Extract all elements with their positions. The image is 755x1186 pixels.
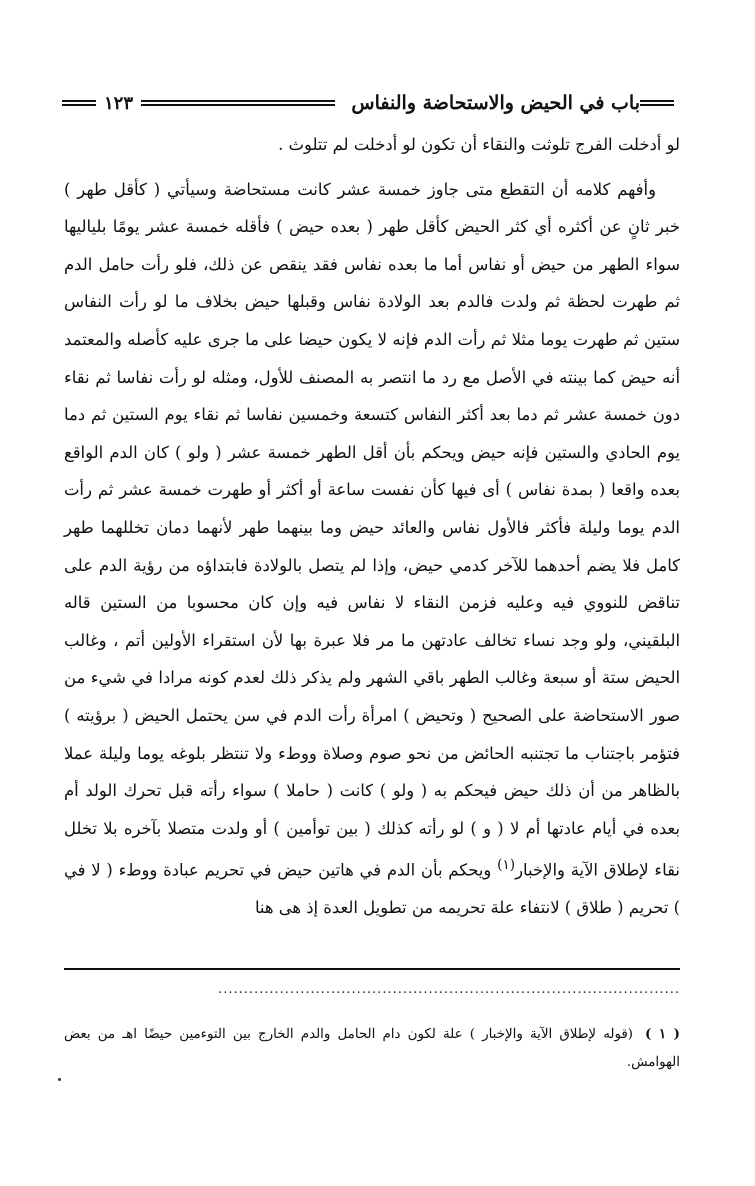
header-rule-middle [141, 100, 335, 106]
footnote-marker: (١) [497, 857, 516, 874]
main-text [64, 126, 680, 927]
header-rule-left [62, 100, 96, 106]
footnote-text: (قوله لإطلاق الآية والإخبار ) علة لكون دام الحامل والدم الخارج بين التوءمين حيضًا اهـ من بعض الهوامش. [64, 1027, 680, 1070]
chapter-title: باب في الحيض والاستحاضة والنفاس [351, 92, 640, 114]
footnote-number: ( ١ ) [645, 1026, 681, 1042]
page-speck [58, 1078, 61, 1081]
paragraph-1: لو أدخلت الفرج تلوثت والنقاء أن تكون لو أدخلت لم تتلوث . [278, 135, 680, 154]
page-number: ١٢٣ [104, 92, 134, 114]
paragraph-2-text: وأفهم كلامه أن التقطع متى جاوز خمسة عشر كانت مستحاضة وسيأتي ( كأقل طهر ) خبر ثانٍ عن أكثره أي كثر الحيض كأقل طهر ( بعده حيض ) فأقله خمسة عشر يومًا بلياليها سواء الطهر من حيض أو نفاس أما ما بعده نفاس فقد ينقص عن ذلك، فلو رأت حامل الدم ثم طهرت لحظة ثم ولدت فالدم بعد الولادة نفاس وقبلها حيض بخلاف ما لو رأت النفاس ستين ثم طهرت يوما مثلا ثم رأت الدم فإنه لا يكون حيضا على ما جرى عليه كأصله والمعتمد أنه حيض كما بينته في الأصل مع رد ما انتصر به المصنف للأول، ومثله لو رأت نفاسا ثم نقاء دون خمسة عشر ثم دما بعد أكثر النفاس كتسعة وخمسين نفاسا ثم نقاء يوم الستين ثم دما يوم الحادي والستين فإنه حيض ويحكم بأن أقل الطهر خمسة عشر ( ولو ) كان الدم الواقع بعده واقعا ( بمدة نفاس ) أى فيها كأن نفست ساعة أو أكثر أو طهرت خمسة عشر ثم رأت الدم يوما وليلة فأكثر فالأول نفاس والعائد حيض وما بينهما طهر لأنهما دمان تخللهما طهر كامل فلا يضم أحدهما للآخر كدمي حيض، وإذا لم يتصل بالولادة فابتداؤه من رؤية الدم على تناقض للنووي فيه وعليه فزمن النقاء لا نفاس فيه وإن كان محسوبا من الستين قاله البلقيني، ولو وجد نساء تخالف عادتهن ما مر فلا عبرة بها لأن استقراء الأولين أتم ، وغالب الحيض ستة أو سبعة وغالب الطهر باقي الشهر ولم يذكر ذلك لعدم كونه مرادا في شيء من صور الاستحاضة على الصحيح ( وتحيض ) امرأة رأت الدم في سن يحتمل الحيض ( برؤيته ) فتؤمر باجتناب ما تجتنبه الحائض من نحو صوم وصلاة ووطء ولا تنتظر بلوغه يوما وليلة عملا بالظاهر من أن ذلك حيض فيحكم به ( ولو ) كانت ( حاملا ) سواء رأته قبل تحرك الولد أم بعده في أيام عادتها أم لا ( و ) لو رأته كذلك ( بين توأمين ) أو ولدت متصلا بآخره بلا تخلل نقاء لإطلاق الآية والإخبار [64, 179, 680, 880]
footnote [64, 1020, 680, 1077]
footnote-separator [64, 968, 680, 970]
dotted-leader: .......................................................................................... [218, 982, 680, 997]
header-rule-right [640, 100, 674, 106]
running-header [62, 88, 682, 118]
paragraph-2 [64, 171, 680, 927]
paragraph-2-tail: ويحكم بأن الدم في هاتين حيض في تحريم عبادة ووطء ( لا في ) تحريم ( طلاق ) لانتفاء علة تحريمه من تطويل العدة إذ هى هنا [64, 860, 680, 918]
